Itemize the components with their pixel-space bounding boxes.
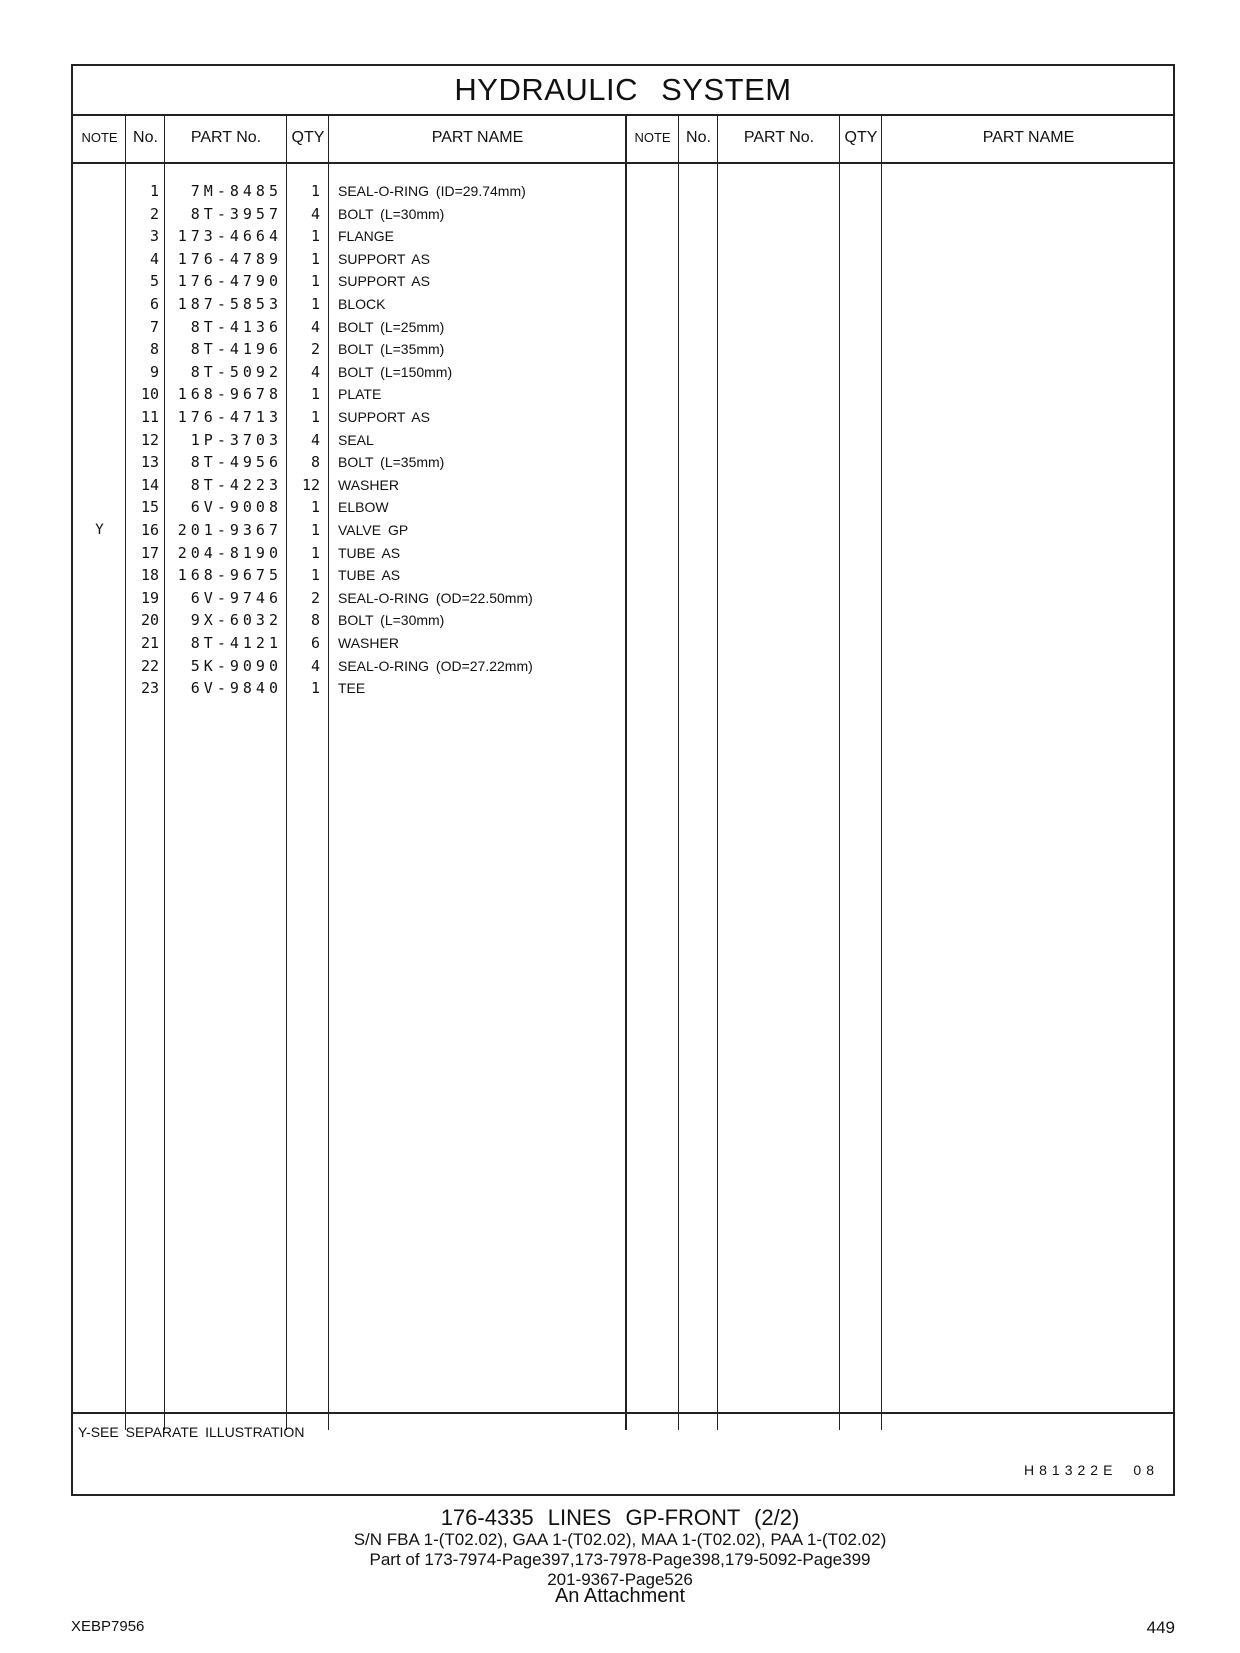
row-part-number: 5K-9090	[190, 656, 282, 675]
table-row	[73, 496, 1173, 519]
row-part-name: TUBE AS	[338, 544, 401, 561]
row-part-number: 201-9367	[177, 521, 282, 539]
row-part-name: SUPPORT AS	[338, 273, 430, 290]
row-part-name: VALVE GP	[338, 522, 409, 538]
row-part-name: SEAL-O-RING (ID=29.74mm)	[338, 183, 526, 199]
row-quantity: 8	[310, 611, 320, 630]
row-part-name: SEAL-O-RING (OD=22.50mm)	[338, 589, 533, 606]
table-row	[73, 587, 1173, 610]
row-part-name: FLANGE	[338, 228, 395, 245]
row-quantity: 1	[310, 679, 320, 698]
table-row	[73, 429, 1173, 452]
caption-reference: 201-9367-Page526	[547, 1570, 693, 1589]
row-quantity: 1	[310, 521, 320, 539]
illustration-code-suffix: 08	[1133, 1462, 1159, 1478]
row-number: 16	[140, 521, 159, 539]
row-quantity: 4	[310, 430, 320, 449]
row-number: 15	[140, 498, 159, 517]
row-part-name: ELBOW	[338, 499, 389, 516]
table-row	[73, 338, 1173, 361]
row-number: 10	[140, 385, 159, 404]
header-no: No.	[133, 129, 158, 146]
page-title: HYDRAULIC SYSTEM	[73, 66, 1173, 116]
row-part-name: TEE	[338, 680, 366, 697]
header-part-name-right: PART NAME	[982, 129, 1075, 146]
row-part-name: TUBE AS	[338, 567, 401, 584]
row-number: 1	[149, 182, 159, 200]
row-number: 17	[140, 543, 159, 562]
table-row	[73, 677, 1173, 700]
parts-list-frame	[71, 64, 1175, 1496]
row-part-number: 1P-3703	[190, 430, 282, 449]
table-row	[73, 361, 1173, 384]
row-number: 19	[140, 588, 159, 607]
row-quantity: 1	[310, 249, 320, 268]
header-note: NOTE	[81, 130, 118, 145]
row-number: 5	[149, 272, 159, 291]
row-part-name: BOLT (L=35mm)	[338, 341, 445, 358]
row-quantity: 4	[310, 362, 320, 381]
header-qty-right: QTY	[844, 129, 878, 146]
row-quantity: 8	[310, 453, 320, 472]
row-quantity: 12	[301, 475, 320, 494]
row-number: 3	[149, 227, 159, 246]
row-part-number: 8T-4956	[190, 453, 282, 472]
row-part-name: SUPPORT AS	[338, 409, 430, 425]
document-id: XEBP7956	[71, 1618, 145, 1635]
row-quantity: 2	[310, 340, 320, 359]
row-number: 18	[140, 566, 159, 585]
row-part-number: 7M-8485	[190, 182, 282, 200]
row-number: 7	[149, 317, 159, 336]
header-part-name: PART NAME	[431, 129, 524, 146]
row-number: 21	[140, 634, 159, 652]
row-part-name: BLOCK	[338, 296, 386, 312]
footer-divider	[73, 1412, 1173, 1414]
row-part-number: 8T-4121	[190, 634, 282, 652]
row-number: 8	[149, 340, 159, 359]
row-number: 4	[149, 249, 159, 268]
row-quantity: 4	[310, 204, 320, 223]
row-quantity: 1	[310, 566, 320, 585]
table-row	[73, 474, 1173, 497]
header-note-right: NOTE	[634, 130, 671, 145]
table-row	[73, 655, 1173, 678]
row-number: 20	[140, 611, 159, 630]
row-number: 14	[140, 475, 159, 494]
row-part-name: BOLT (L=150mm)	[338, 363, 453, 380]
row-part-name: SUPPORT AS	[338, 250, 430, 267]
caption-title: 176-4335 LINES GP-FRONT (2/2)	[440, 1505, 800, 1530]
row-part-number: 9X-6032	[190, 611, 282, 630]
row-note: Y	[95, 522, 104, 538]
row-quantity: 1	[310, 272, 320, 291]
row-quantity: 1	[310, 408, 320, 426]
table-row	[73, 180, 1173, 203]
row-part-number: 8T-4223	[190, 475, 282, 494]
row-part-name: BOLT (L=30mm)	[338, 205, 445, 222]
row-part-number: 6V-9840	[190, 679, 282, 698]
row-quantity: 2	[310, 588, 320, 607]
row-part-number: 176-4713	[177, 408, 282, 426]
row-part-number: 168-9675	[177, 566, 282, 585]
row-quantity: 1	[310, 543, 320, 562]
table-row	[73, 316, 1173, 339]
row-part-name: SEAL-O-RING (OD=27.22mm)	[338, 657, 533, 674]
row-number: 9	[149, 362, 159, 381]
illustration-code-id: H81322E	[1024, 1462, 1118, 1478]
row-part-name: WASHER	[338, 476, 399, 493]
row-number: 11	[140, 408, 159, 426]
row-part-name: SEAL	[338, 431, 374, 448]
table-row	[73, 632, 1173, 655]
header-qty: QTY	[291, 129, 325, 146]
table-row	[73, 542, 1173, 565]
page-number: 449	[1146, 1618, 1175, 1637]
table-header	[73, 114, 1173, 164]
row-part-name: PLATE	[338, 386, 382, 403]
row-quantity: 6	[310, 634, 320, 652]
row-part-number: 8T-4196	[190, 340, 282, 359]
caption-serials: S/N FBA 1-(T02.02), GAA 1-(T02.02), MAA 1-(T02.02), PAA 1-(T02.02)	[353, 1530, 887, 1549]
row-quantity: 1	[310, 182, 320, 200]
row-quantity: 1	[310, 295, 320, 313]
table-row	[73, 609, 1173, 632]
row-part-number: 6V-9008	[190, 498, 282, 517]
row-part-number: 8T-3957	[190, 204, 282, 223]
row-quantity: 1	[310, 227, 320, 246]
row-number: 12	[140, 430, 159, 449]
table-row	[73, 519, 1173, 542]
row-part-number: 8T-5092	[190, 362, 282, 381]
row-part-number: 168-9678	[177, 385, 282, 404]
table-row	[73, 383, 1173, 406]
table-row	[73, 203, 1173, 226]
row-number: 6	[149, 295, 159, 313]
table-row	[73, 564, 1173, 587]
illustration-code	[1024, 1462, 1159, 1478]
table-row	[73, 406, 1173, 429]
row-number: 23	[140, 679, 159, 698]
table-row	[73, 248, 1173, 271]
row-quantity: 1	[310, 498, 320, 517]
row-part-name: WASHER	[338, 635, 399, 651]
header-part-no-right: PART No.	[743, 129, 815, 146]
row-part-name: BOLT (L=25mm)	[338, 318, 445, 335]
row-number: 13	[140, 453, 159, 472]
row-number: 2	[149, 204, 159, 223]
row-part-name: BOLT (L=30mm)	[338, 612, 445, 629]
row-number: 22	[140, 656, 159, 675]
row-part-number: 173-4664	[177, 227, 282, 246]
row-quantity: 4	[310, 656, 320, 675]
row-part-number: 176-4789	[177, 249, 282, 268]
row-part-number: 6V-9746	[190, 588, 282, 607]
caption-part-of: Part of 173-7974-Page397,173-7978-Page398,179-5092-Page399	[369, 1550, 871, 1569]
row-part-number: 187-5853	[177, 295, 282, 313]
table-row	[73, 293, 1173, 316]
row-part-number: 176-4790	[177, 272, 282, 291]
header-no-right: No.	[686, 129, 711, 146]
row-part-name: BOLT (L=35mm)	[338, 454, 445, 471]
header-part-no: PART No.	[190, 129, 262, 146]
table-row	[73, 270, 1173, 293]
caption-attachment: An Attachment	[554, 1585, 686, 1607]
table-row	[73, 225, 1173, 248]
row-part-number: 204-8190	[177, 543, 282, 562]
row-quantity: 1	[310, 385, 320, 404]
row-part-number: 8T-4136	[190, 317, 282, 336]
note-legend: Y-SEE SEPARATE ILLUSTRATION	[78, 1424, 305, 1440]
row-quantity: 4	[310, 317, 320, 336]
table-row	[73, 451, 1173, 474]
